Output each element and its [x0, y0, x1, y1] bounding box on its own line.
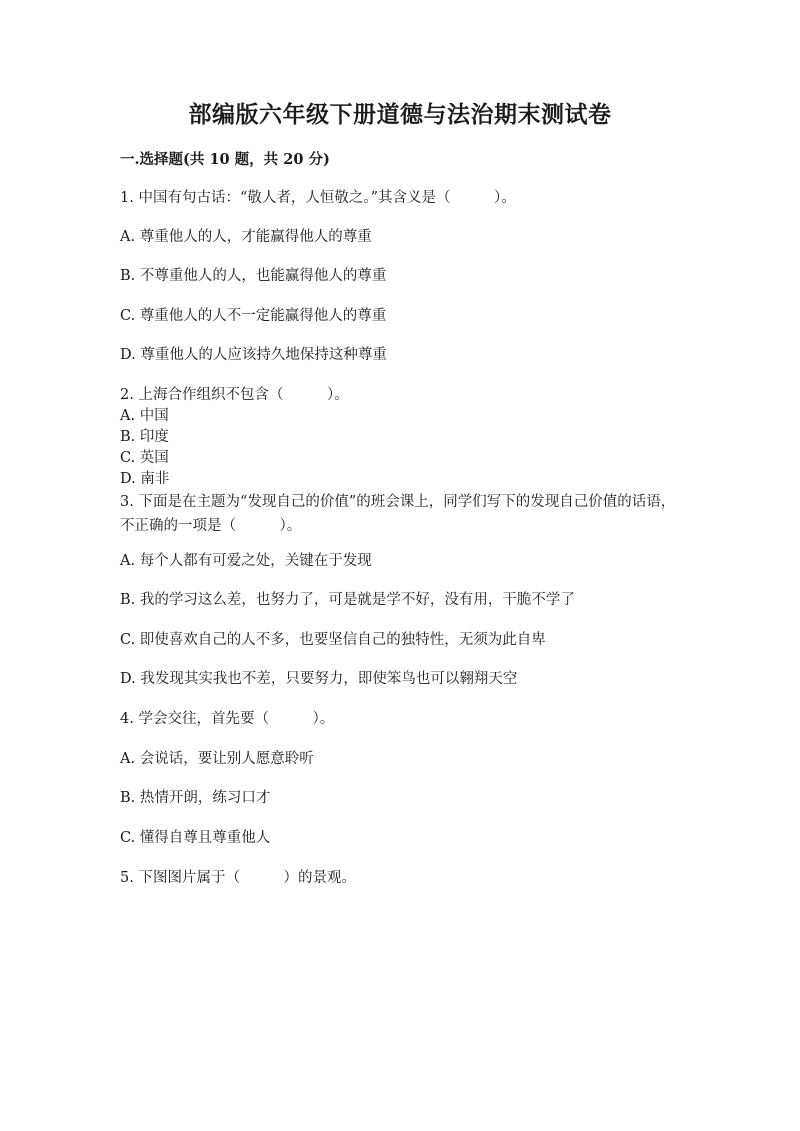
question-4-option-a: A. 会说话，要让别人愿意聆听	[120, 751, 314, 767]
question-1-option-b: B. 不尊重他人的人，也能赢得他人的尊重	[120, 268, 387, 284]
question-2-option-c: C. 英国	[120, 450, 169, 466]
question-3-option-d: D. 我发现其实我也不差，只要努力，即使笨鸟也可以翱翔天空	[120, 671, 518, 687]
question-1-stem: 1. 中国有句古话：“敬人者，人恒敬之。”其含义是（ ）。	[120, 190, 516, 206]
question-1-option-d: D. 尊重他人的人应该持久地保持这种尊重	[120, 347, 387, 363]
question-1-option-c: C. 尊重他人的人不一定能赢得他人的尊重	[120, 308, 387, 324]
page-title: 部编版六年级下册道德与法治期末测试卷	[188, 101, 612, 128]
question-4-option-b: B. 热情开朗，练习口才	[120, 790, 271, 806]
question-2-option-a: A. 中国	[120, 408, 169, 424]
question-3-option-c: C. 即使喜欢自己的人不多，也要坚信自己的独特性，无须为此自卑	[120, 632, 546, 648]
question-5-stem: 5. 下图图片属于（ ）的景观。	[120, 870, 356, 886]
question-3-option-a: A. 每个人都有可爱之处，关键在于发现	[120, 553, 372, 569]
question-4-stem: 4. 学会交往，首先要（ ）。	[120, 711, 335, 727]
question-2-option-b: B. 印度	[120, 429, 169, 445]
question-3-stem: 3. 下面是在主题为“发现自己的价值”的班会课上，同学们写下的发现自己价值的话语，不正确的一项是（ ）。	[120, 494, 676, 534]
question-1-option-a: A. 尊重他人的人，才能赢得他人的尊重	[120, 229, 372, 245]
section-heading: 一.选择题(共 10 题，共 20 分)	[120, 151, 330, 168]
question-4-option-c: C. 懂得自尊且尊重他人	[120, 830, 271, 846]
question-2-stem: 2. 上海合作组织不包含（ ）。	[120, 387, 349, 403]
question-3-option-b: B. 我的学习这么差，也努力了，可是就是学不好，没有用，干脆不学了	[120, 592, 575, 608]
question-2-option-d: D. 南非	[120, 471, 170, 487]
